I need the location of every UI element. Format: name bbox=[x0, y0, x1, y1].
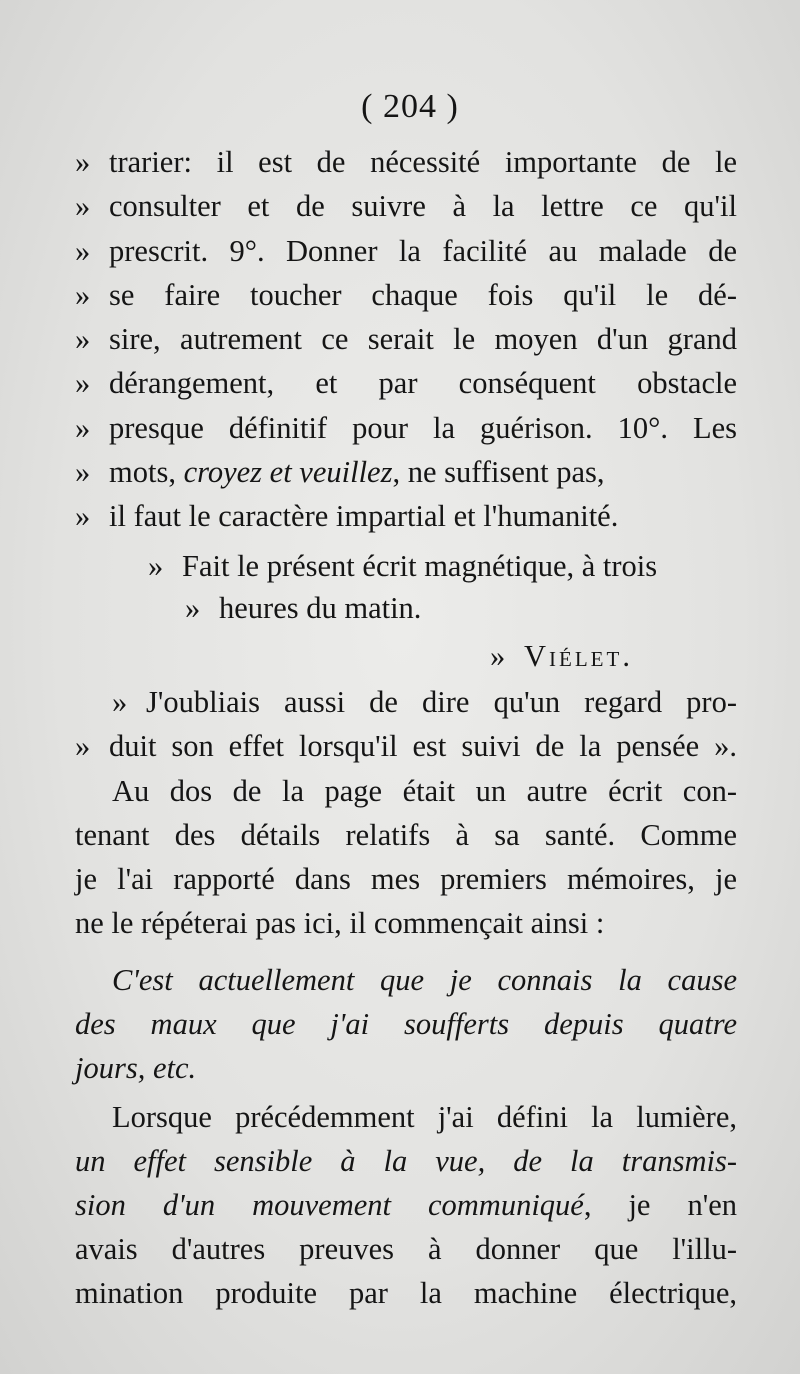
text-line: tenant des détails relatifs à sa santé. Comme bbox=[75, 818, 737, 852]
text-line: » il faut le caractère impartial et l'humanité. bbox=[75, 499, 619, 533]
text-line: » se faire toucher chaque fois qu'il le dé- bbox=[75, 278, 737, 312]
page-number: ( 204 ) bbox=[361, 88, 459, 125]
text-line: » consulter et de suivre à la lettre ce qu'il bbox=[75, 189, 737, 223]
text-line: » Fait le présent écrit magnétique, à trois bbox=[148, 549, 658, 583]
text-line: avais d'autres preuves à donner que l'illu- bbox=[75, 1232, 737, 1266]
text-line: sion d'un mouvement communiqué, je n'en bbox=[75, 1188, 738, 1222]
text-line: » sire, autrement ce serait le moyen d'un grand bbox=[75, 322, 737, 356]
quote-line: jours, etc. bbox=[75, 1051, 197, 1085]
text-line: mination produite par la machine électrique, bbox=[75, 1276, 737, 1310]
quote-line: C'est actuellement que je connais la cause bbox=[112, 963, 737, 997]
text-line: Lorsque précédemment j'ai défini la lumière, bbox=[112, 1100, 737, 1134]
text-line: un effet sensible à la vue, de la transmis- bbox=[75, 1144, 737, 1178]
text-line: » J'oubliais aussi de dire qu'un regard pro- bbox=[112, 685, 737, 719]
text-line: » heures du matin. bbox=[185, 591, 422, 625]
text-line: je l'ai rapporté dans mes premiers mémoires, je bbox=[75, 862, 737, 896]
text-line: » trarier: il est de nécessité importante de le bbox=[75, 145, 737, 179]
text-line: » mots, croyez et veuillez, ne suffisent pas, bbox=[75, 455, 605, 489]
text-line: » prescrit. 9°. Donner la facilité au malade de bbox=[75, 234, 737, 268]
text-line: » duit son effet lorsqu'il est suivi de la pensée ». bbox=[75, 729, 737, 763]
text-line: ne le répéterai pas ici, il commençait ainsi : bbox=[75, 906, 605, 940]
italic-phrase: croyez et veuillez bbox=[183, 455, 393, 489]
text-line: » dérangement, et par conséquent obstacle bbox=[75, 366, 737, 400]
text-line: » presque définitif pour la guérison. 10°. Les bbox=[75, 411, 737, 445]
text-line: Au dos de la page était un autre écrit con- bbox=[112, 774, 737, 808]
signature: » Viélet. bbox=[490, 639, 633, 673]
quote-line: des maux que j'ai soufferts depuis quatre bbox=[75, 1007, 737, 1041]
